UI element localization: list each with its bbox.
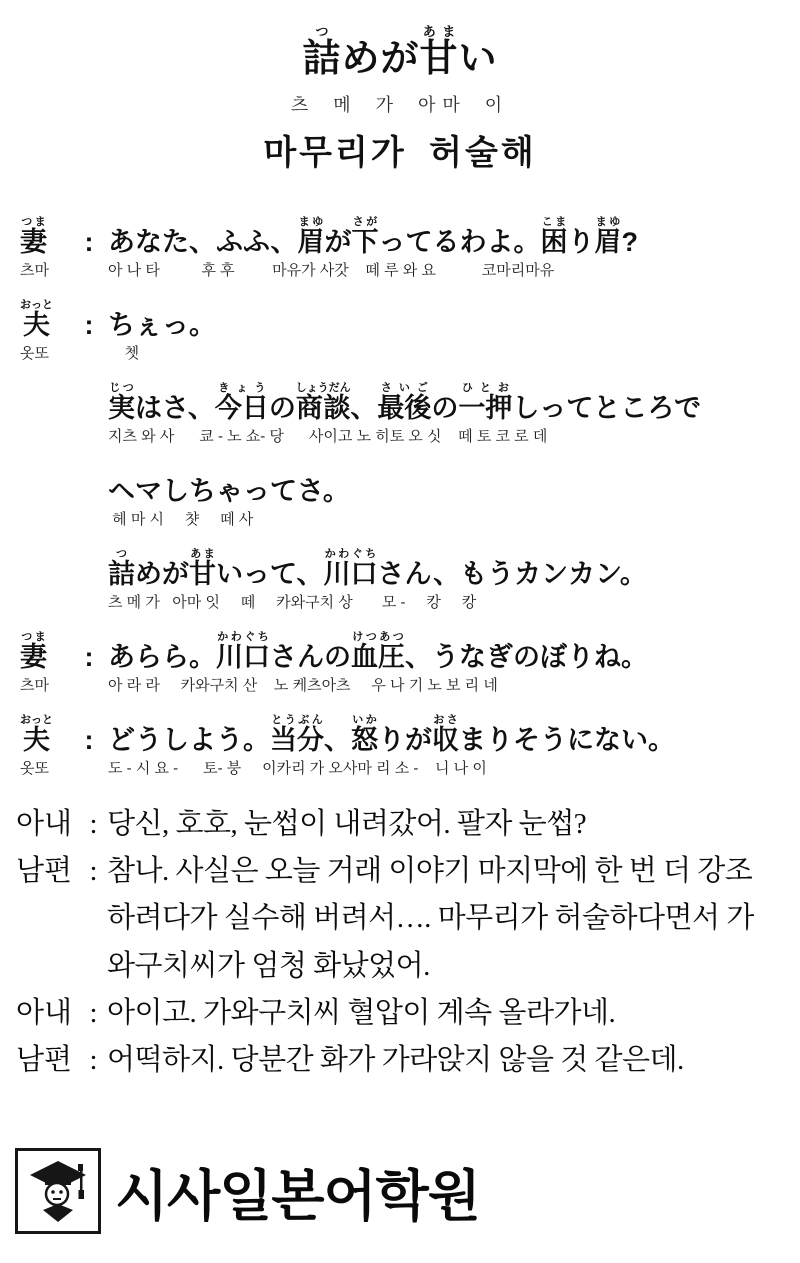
translation-text: 와구치씨가 엄청 화났었어. <box>107 949 430 982</box>
japanese-line <box>20 459 800 506</box>
korean-reading-text: 츠 메 가 아마 잇 떼 카와구치 상 모 - 캉 캉 <box>108 593 477 611</box>
korean-reading-text: 아 라 라 카와구치 산 노 케츠아츠 우 나 기 노 보 리 네 <box>108 676 498 694</box>
colon <box>80 948 107 984</box>
translation-speaker <box>16 900 80 936</box>
japanese-line <box>20 293 800 340</box>
speaker-label: 夫おっと <box>20 299 53 341</box>
translation-text: 아이고. 가와구치씨 혈압이 계속 올라가네. <box>107 996 616 1029</box>
korean-reading-text: 지츠 와 사 쿄 - 노 쇼- 당 사이고 노 히토 오 싯 떼 토 코 로 데 <box>108 427 548 445</box>
japanese-text: どうしよう。当分とうぶん、怒いかりが収おさまりそうにない。 <box>108 714 675 756</box>
dialog-line <box>20 542 800 612</box>
japanese-line <box>20 708 800 755</box>
japanese-text: 詰つめが甘あまいって、川口かわぐちさん、もうカンカン。 <box>108 548 647 590</box>
translation-speaker: 아내 <box>16 807 73 840</box>
japanese-title: 詰つめが甘あまい <box>302 24 498 80</box>
korean-reading-line <box>20 262 800 280</box>
dialog-line <box>20 210 800 280</box>
translation-line <box>16 948 800 984</box>
dialog-line <box>20 376 800 446</box>
korean-reading-line <box>20 594 800 612</box>
japanese-text: あなた、ふふ、眉まゆが下さがってるわよ。困こまり眉まゆ? <box>108 216 639 258</box>
translation-text: 참나. 사실은 오늘 거래 이야기 마지막에 한 번 더 강조 <box>107 855 753 888</box>
translation-line <box>16 806 800 842</box>
colon: : <box>89 807 98 840</box>
translation-line <box>16 900 800 936</box>
colon: : <box>84 725 94 756</box>
speaker-label: 妻つま <box>20 216 47 258</box>
translation-line <box>16 853 800 889</box>
graduate-scholar-icon <box>15 1148 101 1234</box>
speaker-korean-reading <box>20 511 108 529</box>
title-korean-translation: 마무리가 허술해 <box>263 133 537 172</box>
korean-reading-text: 도 - 시 요 - 토- 붕 이카리 가 오사마 리 소 - 니 나 이 <box>108 759 487 777</box>
speaker-korean-reading: 옷또 <box>20 759 49 777</box>
korean-reading-line <box>20 760 800 778</box>
translation-section <box>16 806 800 1079</box>
colon: : <box>84 310 94 341</box>
speaker-korean-reading: 츠마 <box>20 261 49 279</box>
translation-speaker: 아내 <box>16 996 73 1029</box>
translation-text: 당신, 호호, 눈썹이 내려갔어. 팔자 눈썹? <box>107 807 587 840</box>
speaker-korean-reading <box>20 428 108 446</box>
speaker-korean-reading: 옷또 <box>20 344 49 362</box>
colon: : <box>89 1044 98 1077</box>
korean-reading-line <box>20 511 800 529</box>
speaker-korean-reading: 츠마 <box>20 676 49 694</box>
title-korean-reading: 츠 메 가 아마 이 <box>290 94 510 115</box>
translation-speaker: 남편 <box>16 1044 73 1077</box>
colon: : <box>89 996 98 1029</box>
dialog-line <box>20 625 800 695</box>
logo <box>15 1148 480 1234</box>
dialog-section <box>20 210 800 778</box>
colon: : <box>89 855 98 888</box>
japanese-line <box>20 376 800 423</box>
dialog-line <box>20 459 800 529</box>
korean-reading-line <box>20 345 800 363</box>
korean-reading-text: 쳇 <box>108 344 140 362</box>
translation-speaker: 남편 <box>16 855 73 888</box>
logo-text: 시사일본어학원 <box>115 1164 480 1227</box>
japanese-line <box>20 542 800 589</box>
japanese-text: ちぇっ。 <box>108 310 216 341</box>
translation-text: 어떡하지. 당분간 화가 가라앉지 않을 것 같은데. <box>107 1044 684 1077</box>
korean-reading-line <box>20 428 800 446</box>
translation-line <box>16 1042 800 1078</box>
dialog-line <box>20 293 800 363</box>
colon: : <box>84 642 94 673</box>
japanese-line <box>20 625 800 672</box>
speaker-label: 妻つま <box>20 631 47 673</box>
colon <box>80 900 107 936</box>
japanese-text: あらら。川口かわぐちさんの血圧けつあつ、うなぎのぼりね。 <box>108 631 648 673</box>
translation-speaker <box>16 948 80 984</box>
japanese-text: 実じつはさ、今日きょうの商談しょうだん、最後さいごの一押ひとおしってところで <box>108 382 702 424</box>
speaker-label: 夫おっと <box>20 714 53 756</box>
korean-reading-text: 아 나 타 후 후 마유가 사갓 떼 루 와 요 코마리마유 <box>108 261 555 279</box>
colon: : <box>84 227 94 258</box>
translation-line <box>16 995 800 1031</box>
header <box>0 0 800 174</box>
japanese-line <box>20 210 800 257</box>
translation-text: 하려다가 실수해 버려서…. 마무리가 허술하다면서 가 <box>107 902 754 935</box>
dialog-line <box>20 708 800 778</box>
korean-reading-text: 헤 마 시 챳 떼 사 <box>108 510 254 528</box>
japanese-text: ヘマしちゃってさ。 <box>108 476 350 507</box>
korean-reading-line <box>20 677 800 695</box>
speaker-korean-reading <box>20 594 108 612</box>
